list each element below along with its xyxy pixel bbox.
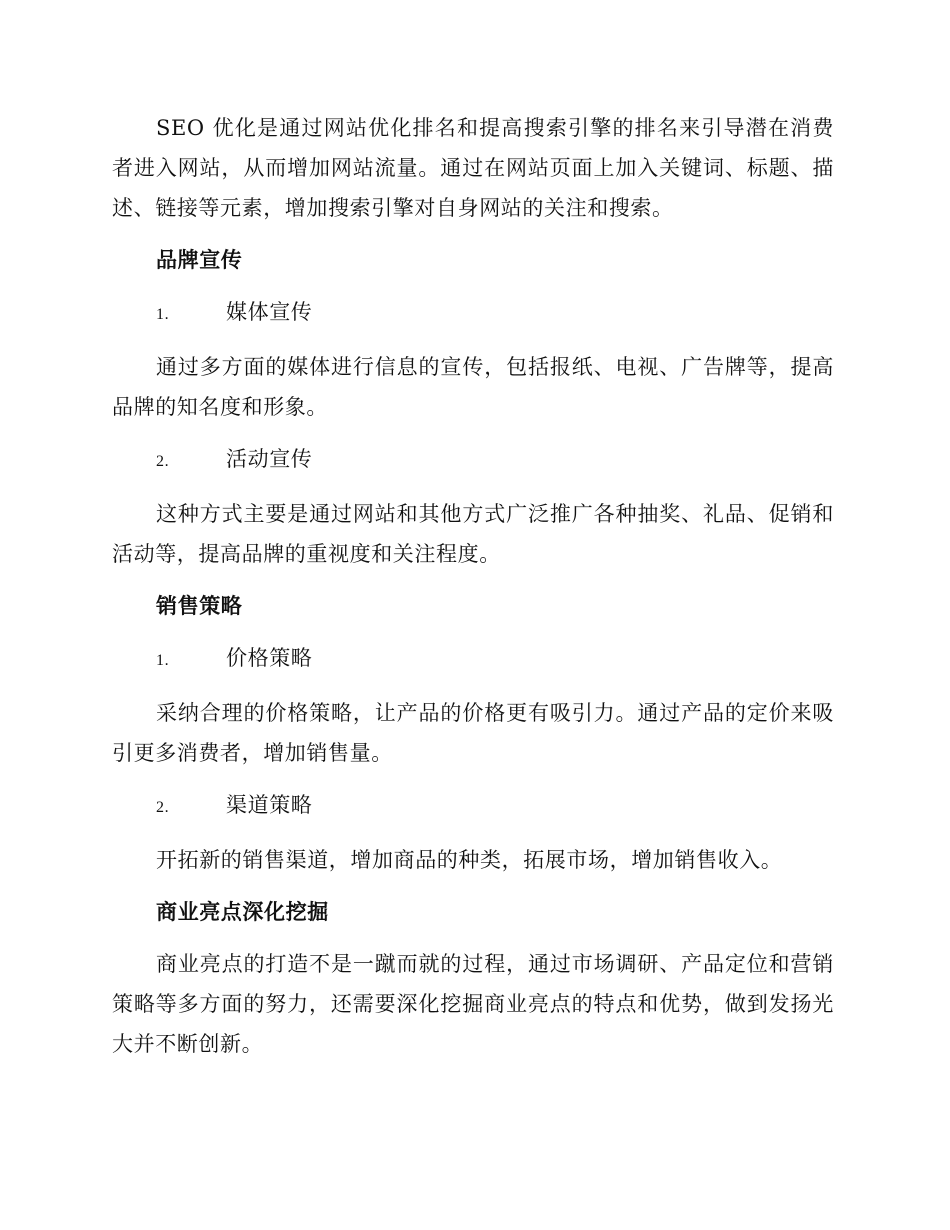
event-promotion-paragraph: 这种方式主要是通过网站和其他方式广泛推广各种抽奖、礼品、促销和活动等，提高品牌的重视度和关注程度。 — [112, 502, 834, 566]
price-strategy-paragraph: 采纳合理的价格策略，让产品的价格更有吸引力。通过产品的定价来吸引更多消费者，增加销售量。 — [112, 701, 834, 765]
list-number: 2. — [156, 453, 170, 470]
list-item-title: 媒体宣传 — [226, 300, 313, 324]
list-item-channel-strategy — [112, 785, 834, 828]
list-item-title: 活动宣传 — [226, 447, 313, 471]
intro-paragraph: SEO 优化是通过网站优化排名和提高搜索引擎的排名来引导潜在消费者进入网站，从而增加网站流量。通过在网站页面上加入关键词、标题、描述、链接等元素，增加搜索引擎对自身网站的关注和搜索。 — [112, 116, 834, 220]
section-heading-sales: 销售策略 — [156, 594, 243, 618]
list-item-title: 渠道策略 — [226, 793, 313, 817]
list-number: 2. — [156, 799, 170, 816]
list-item-media-promotion — [112, 292, 834, 335]
section-heading-highlights: 商业亮点深化挖掘 — [156, 900, 329, 924]
list-item-event-promotion — [112, 439, 834, 482]
list-item-title: 价格策略 — [226, 646, 313, 670]
list-item-price-strategy — [112, 638, 834, 681]
document-body — [112, 108, 834, 1064]
list-number: 1. — [156, 652, 170, 669]
section-heading-brand: 品牌宣传 — [156, 248, 243, 272]
media-promotion-paragraph: 通过多方面的媒体进行信息的宣传，包括报纸、电视、广告牌等，提高品牌的知名度和形象。 — [112, 355, 834, 419]
channel-strategy-paragraph: 开拓新的销售渠道，增加商品的种类，拓展市场，增加销售收入。 — [156, 848, 783, 872]
highlights-paragraph: 商业亮点的打造不是一蹴而就的过程，通过市场调研、产品定位和营销策略等多方面的努力，还需要深化挖掘商业亮点的特点和优势，做到发扬光大并不断创新。 — [112, 952, 834, 1056]
list-number: 1. — [156, 306, 170, 323]
